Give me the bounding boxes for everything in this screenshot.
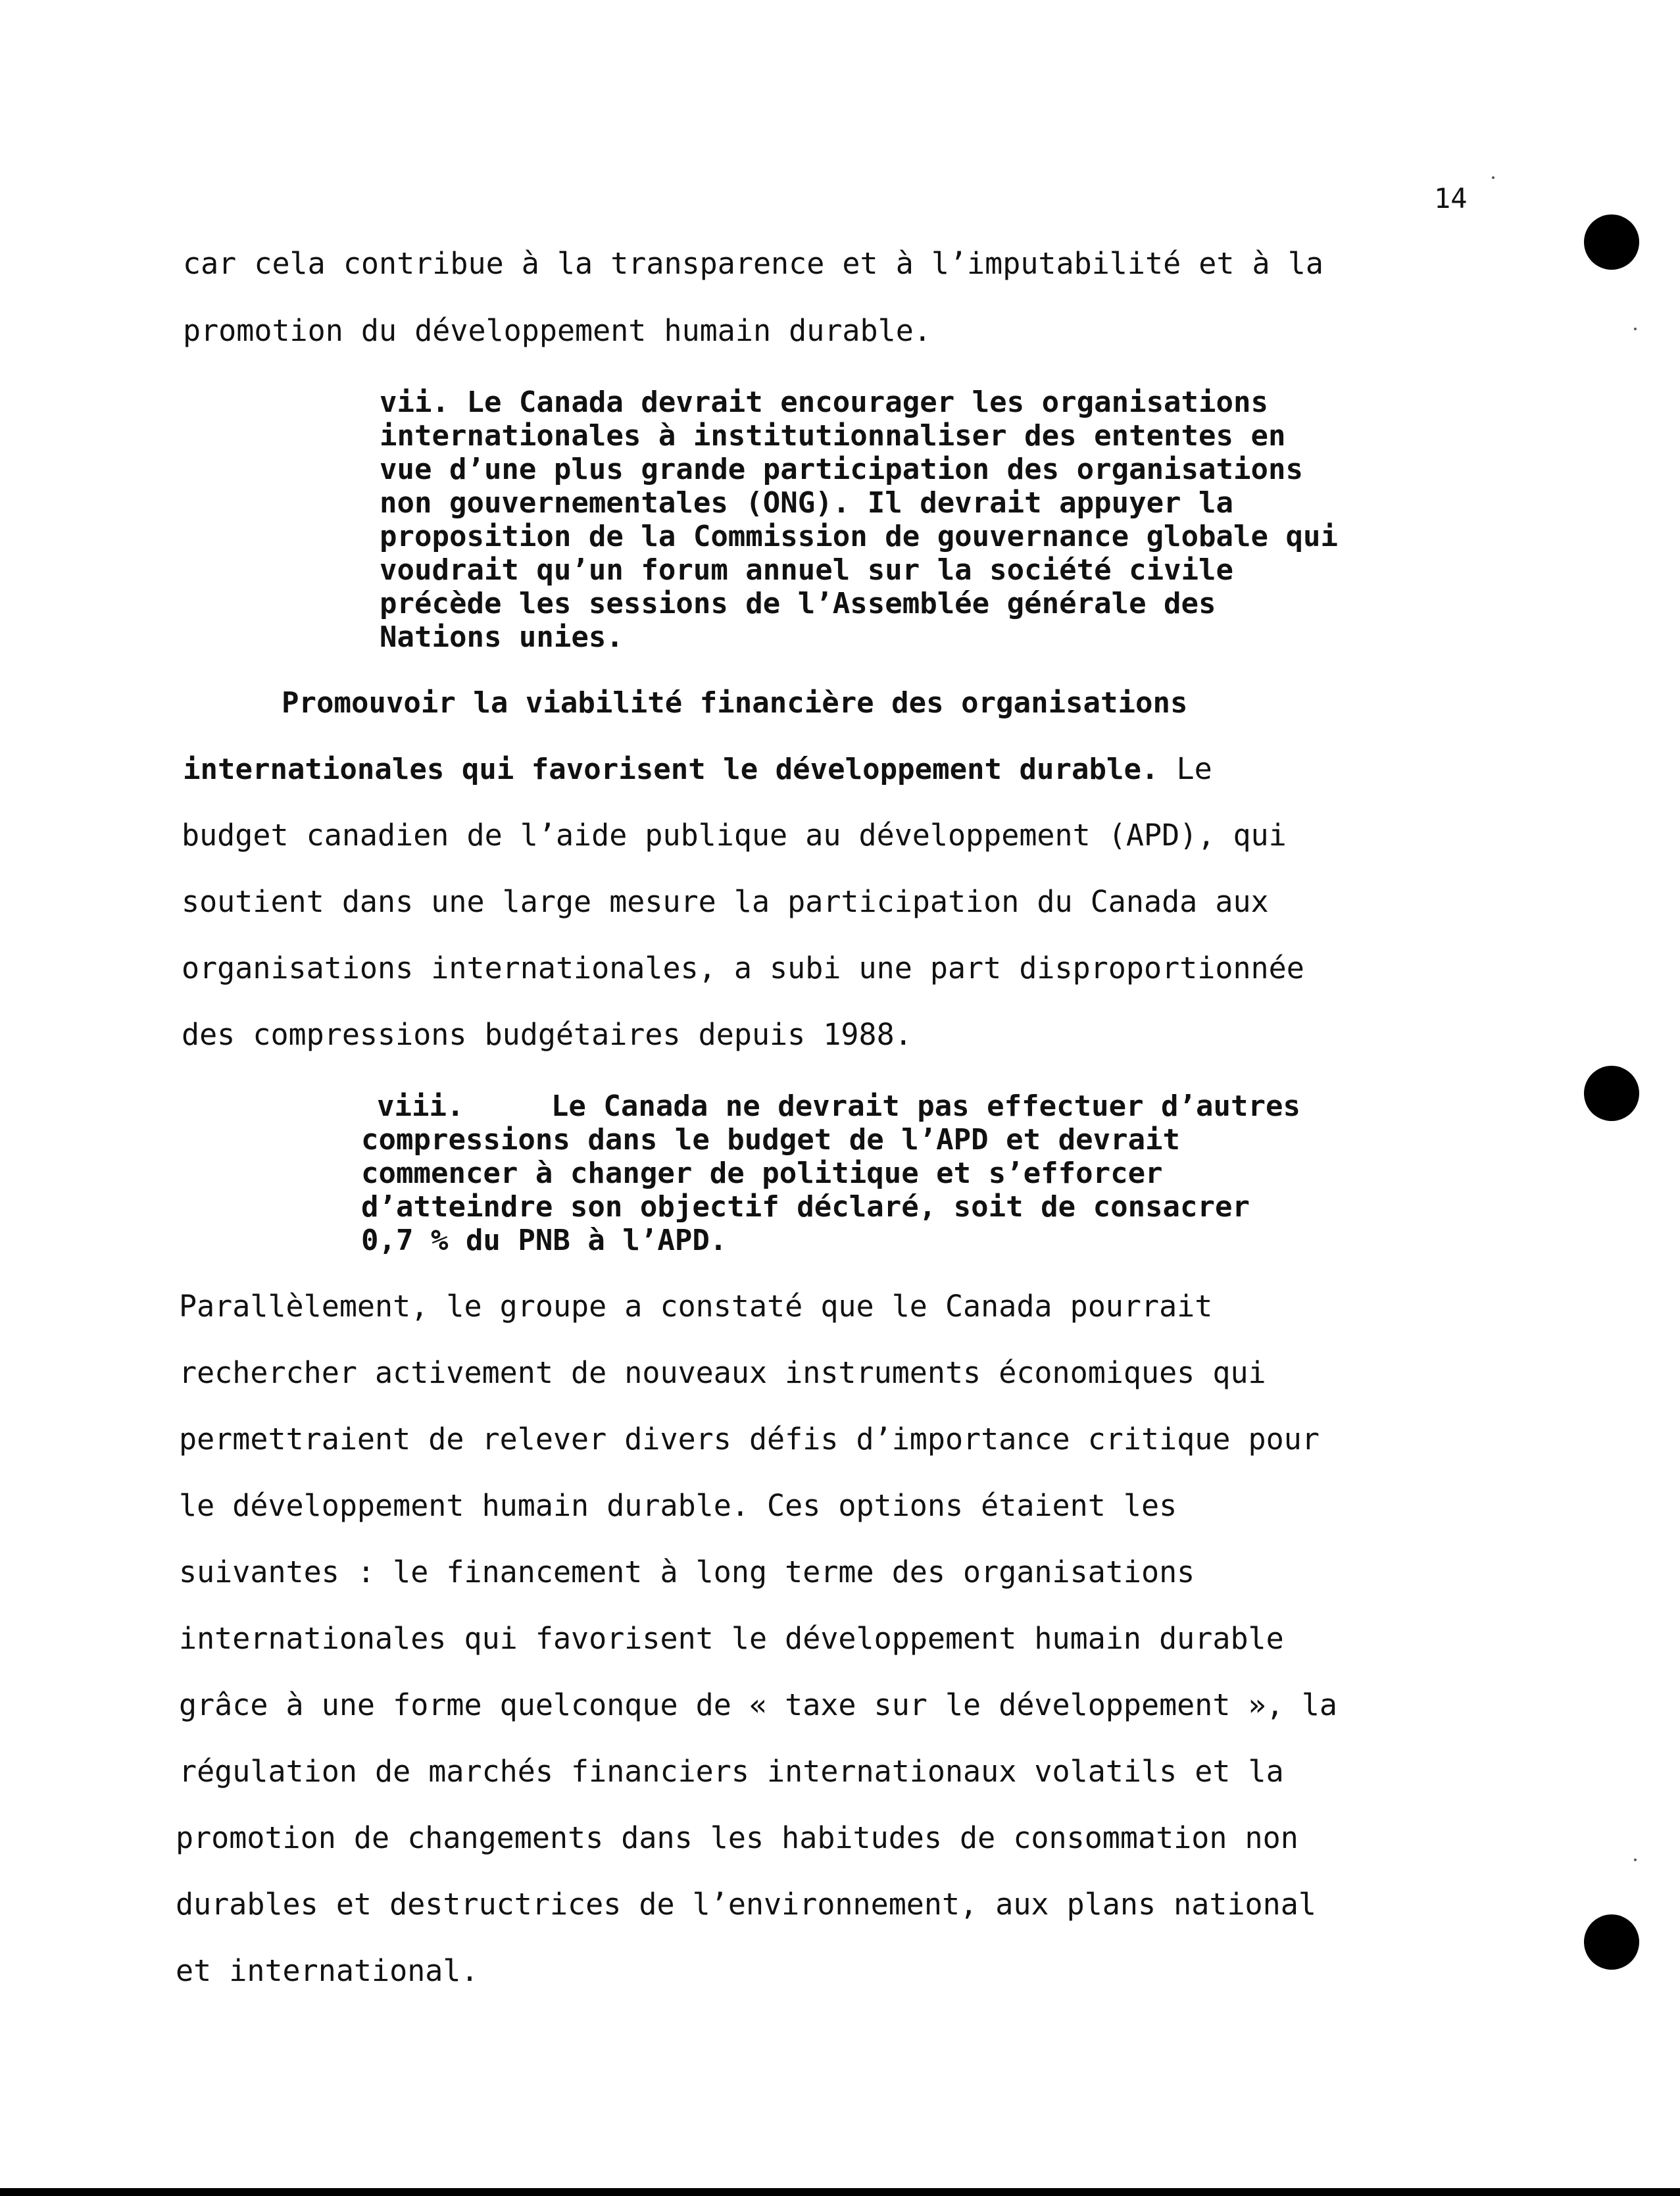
- paragraph-3-line-11: et international.: [176, 1953, 479, 1988]
- paragraph-3-line-10: durables et destructrices de l’environnement, aux plans national: [176, 1887, 1316, 1922]
- paragraph-1-line-1: car cela contribue à la transparence et à l’imputabilité et à la: [183, 246, 1323, 281]
- recommendation-viii-line-2: compressions dans le budget de l’APD et devrait: [361, 1123, 1181, 1157]
- paragraph-2-line-5: des compressions budgétaires depuis 1988.: [182, 1017, 912, 1052]
- paragraph-2-line-3: soutient dans une large mesure la participation du Canada aux: [182, 884, 1269, 919]
- paragraph-3-line-8: régulation de marchés financiers internationaux volatils et la: [179, 1754, 1284, 1789]
- page-number: 14: [1434, 182, 1468, 214]
- recommendation-viii-line-1: viii. Le Canada ne devrait pas effectuer d’autres: [377, 1089, 1300, 1123]
- paragraph-3-line-9: promotion de changements dans les habitudes de consommation non: [176, 1820, 1298, 1855]
- recommendation-vii-line-2: internationales à institutionnaliser des ententes en: [380, 419, 1286, 453]
- scan-speck: [1492, 176, 1495, 179]
- paragraph-2-line-2: budget canadien de l’aide publique au développement (APD), qui: [182, 818, 1287, 853]
- recommendation-vii-line-8: Nations unies.: [380, 620, 624, 654]
- recommendation-vii-line-4: non gouvernementales (ONG). Il devrait appuyer la: [380, 486, 1234, 520]
- scan-speck: [1634, 1859, 1637, 1861]
- recommendation-vii-line-3: vue d’une plus grande participation des organisations: [380, 453, 1303, 486]
- paragraph-3-line-4: le développement humain durable. Ces options étaient les: [179, 1488, 1177, 1523]
- paragraph-2-heading-tail: Le: [1158, 751, 1212, 786]
- paragraph-1-line-2: promotion du développement humain durable.: [183, 313, 931, 348]
- section-heading-line-2: internationales qui favorisent le développement durable.: [183, 753, 1159, 786]
- paragraph-3-line-2: rechercher activement de nouveaux instruments économiques qui: [179, 1355, 1266, 1390]
- paragraph-3-line-7: grâce à une forme quelconque de « taxe sur le développement », la: [179, 1687, 1337, 1722]
- paragraph-3-line-1: Parallèlement, le groupe a constaté que le Canada pourrait: [179, 1289, 1213, 1324]
- recommendation-vii-line-1: vii. Le Canada devrait encourager les organisations: [380, 386, 1269, 419]
- scan-speck: [1634, 328, 1637, 330]
- paragraph-3-line-3: permettraient de relever divers défis d’importance critique pour: [179, 1422, 1320, 1457]
- recommendation-viii-line-5: 0,7 % du PNB à l’APD.: [361, 1224, 728, 1257]
- punch-hole-top: [1584, 214, 1639, 270]
- recommendation-vii-line-7: précède les sessions de l’Assemblée générale des: [380, 587, 1216, 620]
- paragraph-2-line-1: [183, 753, 1212, 786]
- recommendation-viii-line-3: commencer à changer de politique et s’efforcer: [361, 1157, 1163, 1190]
- recommendation-viii-line-4: d’atteindre son objectif déclaré, soit de consacrer: [361, 1190, 1250, 1224]
- recommendation-vii-line-6: voudrait qu’un forum annuel sur la société civile: [380, 553, 1234, 587]
- paragraph-3-line-5: suivantes : le financement à long terme des organisations: [179, 1555, 1195, 1589]
- scan-bottom-edge: [0, 2188, 1680, 2196]
- punch-hole-bottom: [1584, 1914, 1639, 1970]
- recommendation-vii-line-5: proposition de la Commission de gouvernance globale qui: [380, 520, 1338, 553]
- punch-hole-middle: [1584, 1066, 1639, 1121]
- section-heading-line-1: Promouvoir la viabilité financière des organisations: [282, 686, 1188, 720]
- paragraph-2-line-4: organisations internationales, a subi une part disproportionnée: [182, 951, 1304, 986]
- paragraph-3-line-6: internationales qui favorisent le développement humain durable: [179, 1621, 1284, 1656]
